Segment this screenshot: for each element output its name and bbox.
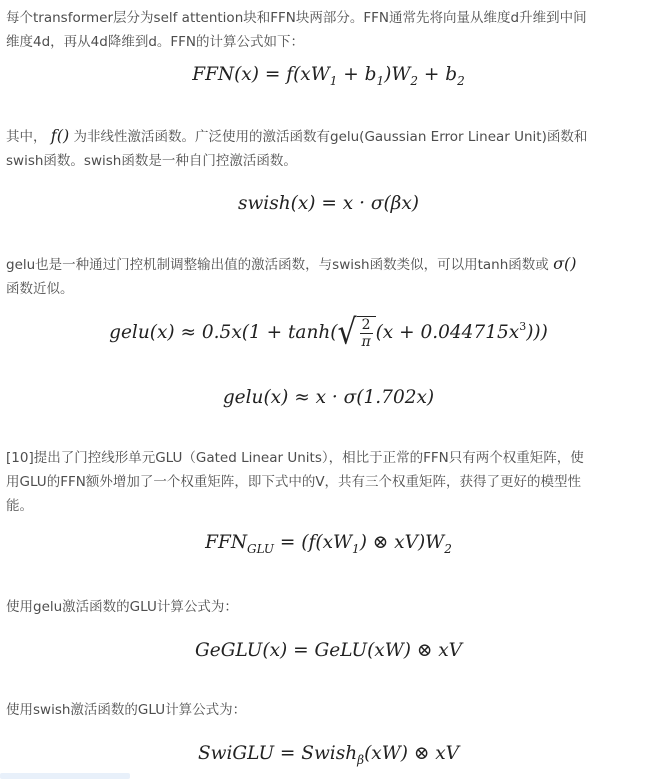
formula-text: SwiGLU = Swish — [197, 743, 358, 764]
formula-text: + b — [337, 64, 377, 85]
formula-text: swish(x) = x · σ(βx) — [237, 193, 420, 214]
formula-text: + b — [418, 64, 458, 85]
paragraph-swiglu-intro — [6, 698, 646, 722]
text-segment: 为非线性激活函数。广泛使用的激活函数有gelu(Gaussian Error Linear Unit)函数和 — [73, 129, 588, 145]
formula-swish — [0, 193, 657, 214]
text-segment: gelu也是一种通过门控机制调整输出值的激活函数，与swish函数类似，可以用tanh函数或 — [6, 257, 549, 273]
formula-sub: 2 — [457, 74, 465, 88]
formula-text: (xW) ⊗ xV — [364, 743, 460, 764]
paragraph-activation — [6, 124, 646, 173]
formula-gelu-tanh — [0, 312, 657, 353]
formula-text: (x + 0.044715x — [375, 322, 520, 343]
inline-math-f: f() — [50, 126, 70, 145]
text-line: [10]提出了门控线形单元GLU（Gated Linear Units），相比于正常的FFN只有两个权重矩阵，使 — [6, 450, 584, 466]
formula-swiglu — [0, 743, 657, 767]
formula-sub: 1 — [329, 74, 338, 88]
text-line: 使用gelu激活函数的GLU计算公式为： — [6, 599, 238, 615]
formula-sub: 1 — [376, 74, 385, 88]
fraction — [359, 317, 374, 350]
formula-text: = (f(xW — [274, 532, 353, 553]
text-line: 维度4d，再从4d降维到d。FFN的计算公式如下： — [6, 34, 305, 50]
formula-sub: 1 — [352, 542, 360, 556]
formula-sub: GLU — [247, 542, 275, 556]
inline-math-sigma: σ() — [553, 254, 577, 273]
sqrt-symbol: √ $\frac{2}{\pi}$ — [338, 316, 376, 350]
text-line: 能。 — [6, 498, 33, 514]
fraction-numerator: 2 — [361, 317, 371, 333]
formula-sub: β — [357, 753, 365, 767]
text-line: 用GLU的FFN额外增加了一个权重矩阵，即下式中的V，共有三个权重矩阵，获得了更好的模型性 — [6, 474, 582, 490]
formula-ffn — [0, 64, 657, 88]
formula-text: ) ⊗ xV)W — [359, 532, 445, 553]
formula-text: GeGLU(x) = GeLU(xW) ⊗ xV — [194, 640, 463, 661]
formula-text: ))) — [526, 322, 548, 343]
formula-sub: 2 — [410, 74, 419, 88]
formula-sup: 3 — [519, 320, 527, 333]
text-line: 使用swish激活函数的GLU计算公式为： — [6, 702, 247, 718]
paragraph-gelu — [6, 252, 646, 301]
formula-text: FFN — [205, 532, 248, 553]
paragraph-glu — [6, 446, 646, 518]
formula-text: FFN(x) = f(xW — [192, 64, 330, 85]
paragraph-geglu-intro — [6, 595, 646, 619]
paragraph-transformer-intro — [6, 6, 646, 54]
bottom-toolbar-edge — [0, 773, 130, 779]
text-line: swish函数。swish函数是一种自门控激活函数。 — [6, 153, 297, 169]
fraction-denominator: π — [361, 334, 371, 350]
formula-geglu — [0, 640, 657, 661]
formula-text: )W — [384, 64, 411, 85]
formula-gelu-sigma — [0, 387, 657, 408]
formula-ffn-glu — [0, 532, 657, 556]
text-line: 每个transformer层分为self attention块和FFN块两部分。FFN通常先将向量从维度d升维到中间 — [6, 10, 587, 26]
formula-text: gelu(x) ≈ 0.5x(1 + tanh( — [109, 322, 338, 343]
formula-sub: 2 — [444, 542, 452, 556]
formula-text: gelu(x) ≈ x · σ(1.702x) — [222, 387, 435, 408]
text-segment: 其中， — [6, 129, 47, 145]
text-line: 函数近似。 — [6, 281, 74, 297]
